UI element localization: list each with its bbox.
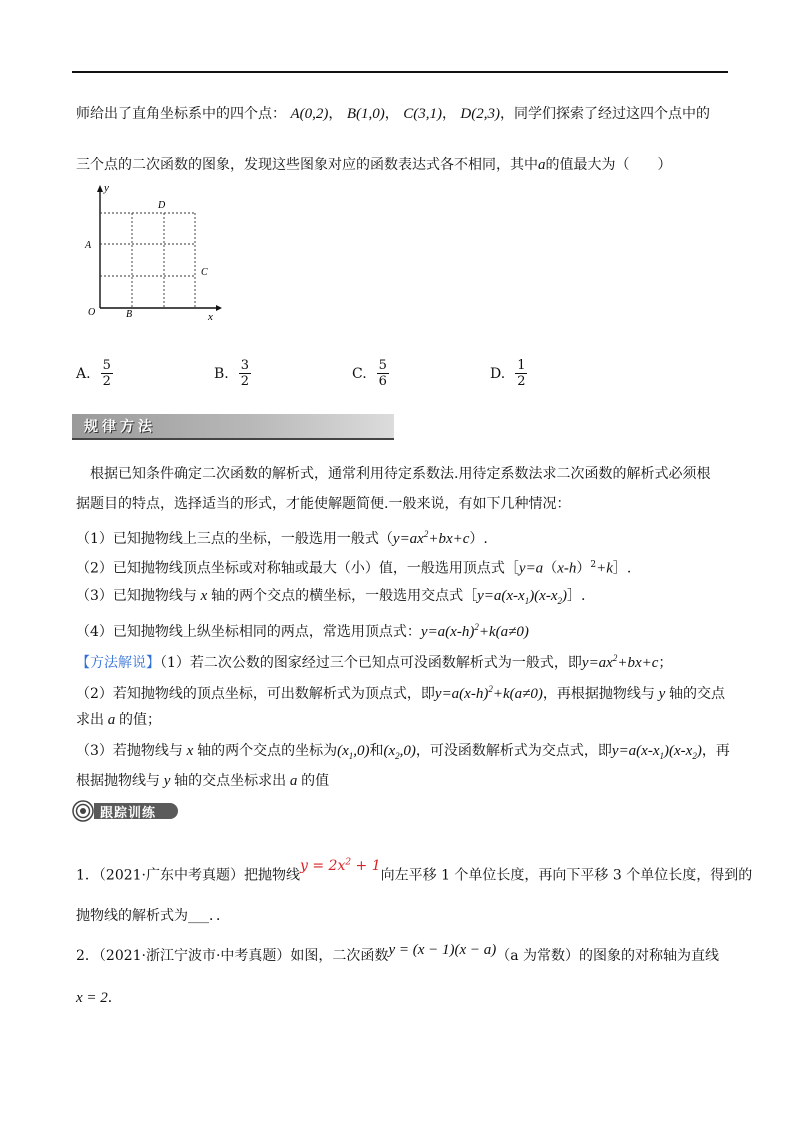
intro-line-1: 师给出了直角坐标系中的四个点： A(0,2)， B(1,0)， C(3,1)， D(2,3)，同学们探索了经过这四个点中的: [76, 106, 711, 122]
origin-label: O: [88, 307, 96, 318]
label-d: D: [158, 200, 166, 211]
target-icon: [72, 800, 96, 822]
solution-line-2b: 求出 a 的值；: [76, 712, 161, 728]
var-a: a: [538, 157, 546, 173]
point-a: A(0,2): [290, 106, 329, 122]
point-d: D(2,3): [460, 106, 501, 122]
method-banner-label: 规律方法: [84, 419, 156, 435]
label-b: B: [126, 309, 133, 320]
intro-line-2: [76, 155, 672, 175]
label-a: A: [85, 240, 92, 251]
option-letter: A.: [76, 365, 91, 382]
intro-line-2-text: 三个点的二次函数的图象，发现这些图象对应的函数表达式各不相同，其中: [76, 157, 538, 173]
solution-line-2: （2）若知抛物线的顶点坐标，可出数解析式为顶点式，即$y=a(x-h)^2+k(a\ne 0)$，再根据抛物线与 y 轴的交点: [76, 684, 726, 702]
method-case-3: （3）已知抛物线与 x 轴的两个交点的横坐标，一般选用交点式$[y=a(x-x_1)(x-x_2)]$.: [76, 588, 586, 606]
option-b[interactable]: [214, 358, 251, 389]
axis-x-label: x: [208, 311, 213, 323]
question-1: 1．（2021·广东中考真题）把抛物线$y = 2x^2 + 1$向左平移 1 个单位长度，再向下平移 3 个单位长度，得到的: [76, 857, 753, 884]
option-fraction: $\frac{5}{2}$: [102, 358, 111, 389]
method-paragraph-2: 据题目的特点，选择适当的形式，才能使解题简便.一般来说，有如下几种情况：: [76, 496, 571, 512]
option-d[interactable]: [490, 358, 527, 389]
training-banner: [72, 800, 180, 822]
option-a[interactable]: [76, 358, 113, 389]
option-fraction: $\frac{5}{6}$: [378, 358, 387, 389]
method-case-4: （4）已知抛物线上纵坐标相同的两点，常选用顶点式：$y=a(x-h)^2+k(a\ne 0)$: [76, 622, 529, 640]
solution-line-3b: 根据抛物线与 y 轴的交点坐标求出 a 的值: [76, 773, 330, 789]
training-banner-label: 跟踪训练: [100, 806, 157, 821]
intro-line-2-end: 的值最大为（ ）: [545, 157, 672, 173]
option-fraction: $\frac{3}{2}$: [240, 358, 250, 389]
label-c: C: [201, 267, 208, 278]
solution-line-3: （3）若抛物线与 x 轴的两个交点的坐标为$(x_1,0)$和$(x_2,0)$，可没函数解析式为交点式，即$y=a(x-x_1)(x-x_2)$，再: [76, 743, 730, 761]
question-1-answer: 抛物线的解析式为___．．: [76, 908, 230, 924]
method-paragraph-1: 根据已知条件确定二次函数的解析式，通常利用待定系数法.用待定系数法求二次函数的解析式必须根: [90, 466, 711, 482]
question-2: 2．（2021·浙江宁波市·中考真题）如图，二次函数y = (x − 1)(x − a)（a 为常数）的图象的对称轴为直线: [76, 942, 720, 964]
coordinate-figure: [76, 180, 226, 325]
intro-text: 师给出了直角坐标系中的四个点：: [76, 106, 286, 122]
point-b: B(1,0): [346, 106, 385, 122]
intro-text-2: ，同学们探索了经过这四个点中的: [500, 106, 711, 122]
grid: [100, 213, 195, 308]
y-axis-arrow: [97, 185, 103, 192]
x-axis-arrow: [216, 305, 222, 311]
option-letter: D.: [490, 365, 506, 382]
point-c: C(3,1): [403, 106, 442, 122]
header-rule: [72, 71, 728, 73]
option-letter: B.: [214, 365, 229, 382]
axis-y-label: y: [104, 182, 109, 194]
method-banner: [72, 414, 394, 440]
method-case-1: （1）已知抛物线上三点的坐标，一般选用一般式$(y=ax^2+bx+c)$.: [76, 529, 488, 547]
question-2-line-2: x = 2．: [76, 990, 122, 1006]
option-fraction: $\frac{1}{2}$: [517, 358, 526, 389]
option-letter: C.: [352, 365, 367, 382]
option-c[interactable]: [352, 358, 389, 389]
solution-tag: 【方法解说】: [76, 655, 160, 671]
solution-line-1: 【方法解说】（1）若二次公数的图家经过三个已知点可没函数解析式为一般式，即$y=ax^2+bx+c$；: [76, 653, 673, 671]
method-case-2: （2）已知抛物线顶点坐标或对称轴或最大（小）值，一般选用顶点式$[y=a(x-h)^2+k]$.: [76, 560, 632, 577]
